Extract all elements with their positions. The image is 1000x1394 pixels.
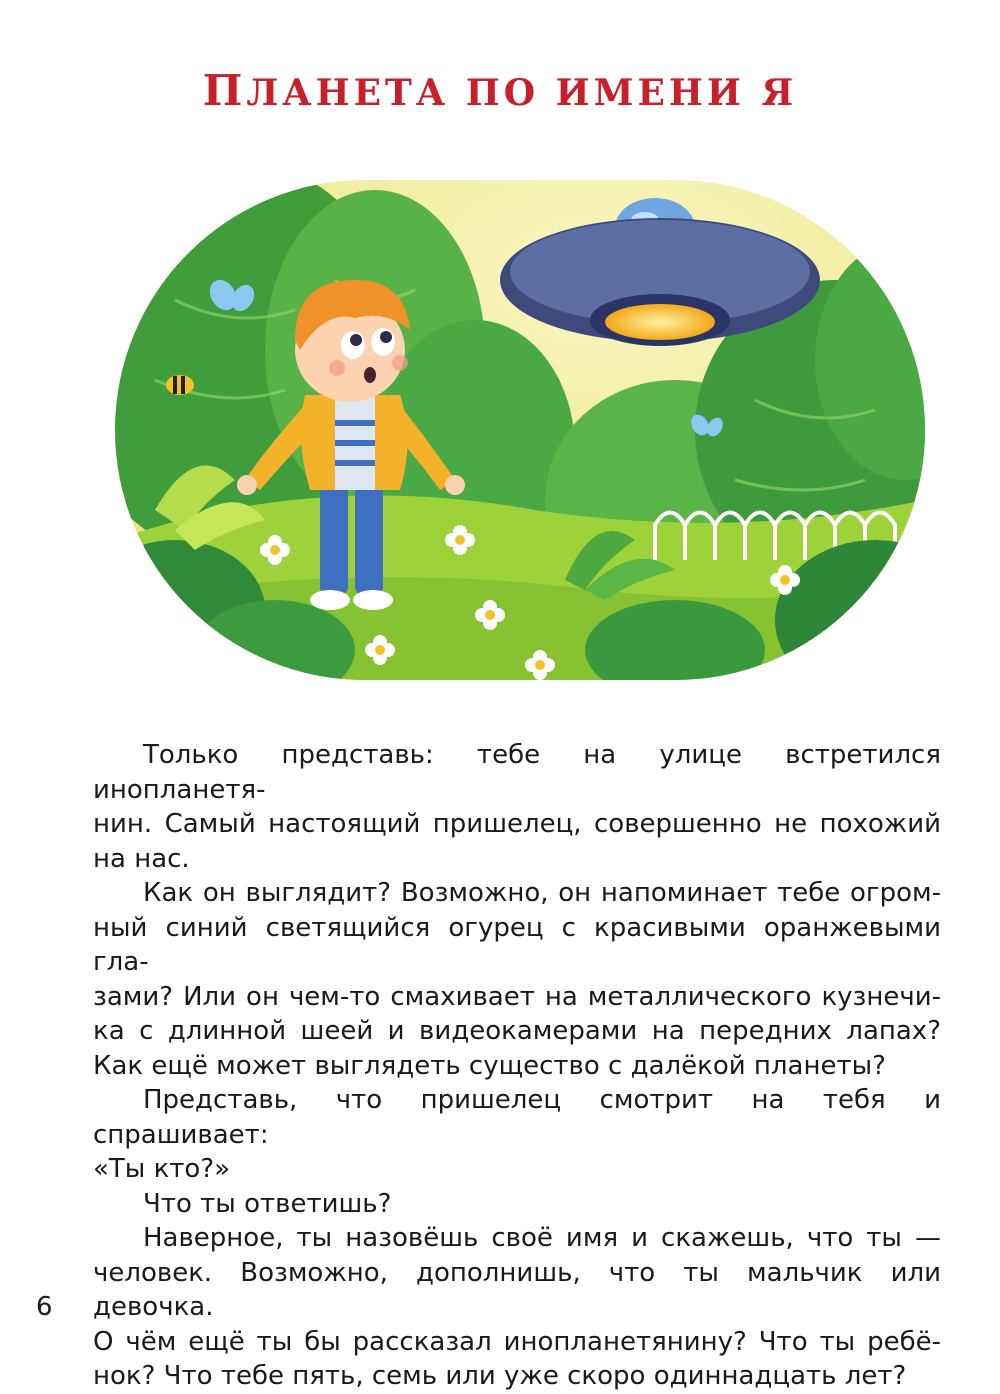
text-line: Представь, что пришелец смотрит на тебя и спрашивает: — [93, 1085, 941, 1150]
paragraph-3 — [93, 1083, 941, 1187]
body-text — [93, 738, 941, 1394]
page-number: 6 — [36, 1292, 53, 1322]
text-line: «Ты кто?» — [93, 1154, 231, 1184]
paragraph-5 — [93, 1221, 941, 1394]
text-line: Что ты ответишь? — [143, 1188, 392, 1219]
text-line: Наверное, ты назовёшь своё имя и скажешь, что ты — — [143, 1223, 941, 1253]
title-initial: П — [202, 66, 247, 115]
text-line: ка с длинной шеей и видеокамерами на передних лапах? — [93, 1016, 941, 1046]
text-line: О чём ещё ты бы рассказал инопланетянину? Что ты ребё- — [93, 1326, 941, 1357]
title-rest: ЛАНЕТА ПО ИМЕНИ Я — [246, 72, 798, 114]
ufo-illustration — [115, 180, 925, 680]
text-line: Как он выглядит? Возможно, он напоминает тебе огром- — [143, 878, 941, 908]
text-line: Только представь: тебе на улице встретился инопланетя- — [93, 740, 941, 805]
text-line: нок? Что тебе пять, семь или уже скоро одиннадцать лет? — [93, 1361, 907, 1391]
paragraph-4 — [93, 1187, 941, 1222]
text-line: на нас. — [93, 843, 190, 874]
text-line: Как ещё может выглядеть существо с далёкой планеты? — [93, 1050, 886, 1081]
bee-icon — [166, 375, 194, 395]
paragraph-2 — [93, 876, 941, 1083]
text-line: ный синий светящийся огурец с красивыми оранжевыми гла- — [93, 912, 941, 977]
text-line: человек. Возможно, дополнишь, что ты мальчик или девочка. — [93, 1257, 941, 1322]
text-line: нин. Самый настоящий пришелец, совершенно не похожий — [93, 809, 941, 839]
page-title — [0, 66, 1000, 115]
text-line: зами? Или он чем-то смахивает на металлического кузнечи- — [93, 981, 941, 1012]
paragraph-1 — [93, 738, 941, 876]
